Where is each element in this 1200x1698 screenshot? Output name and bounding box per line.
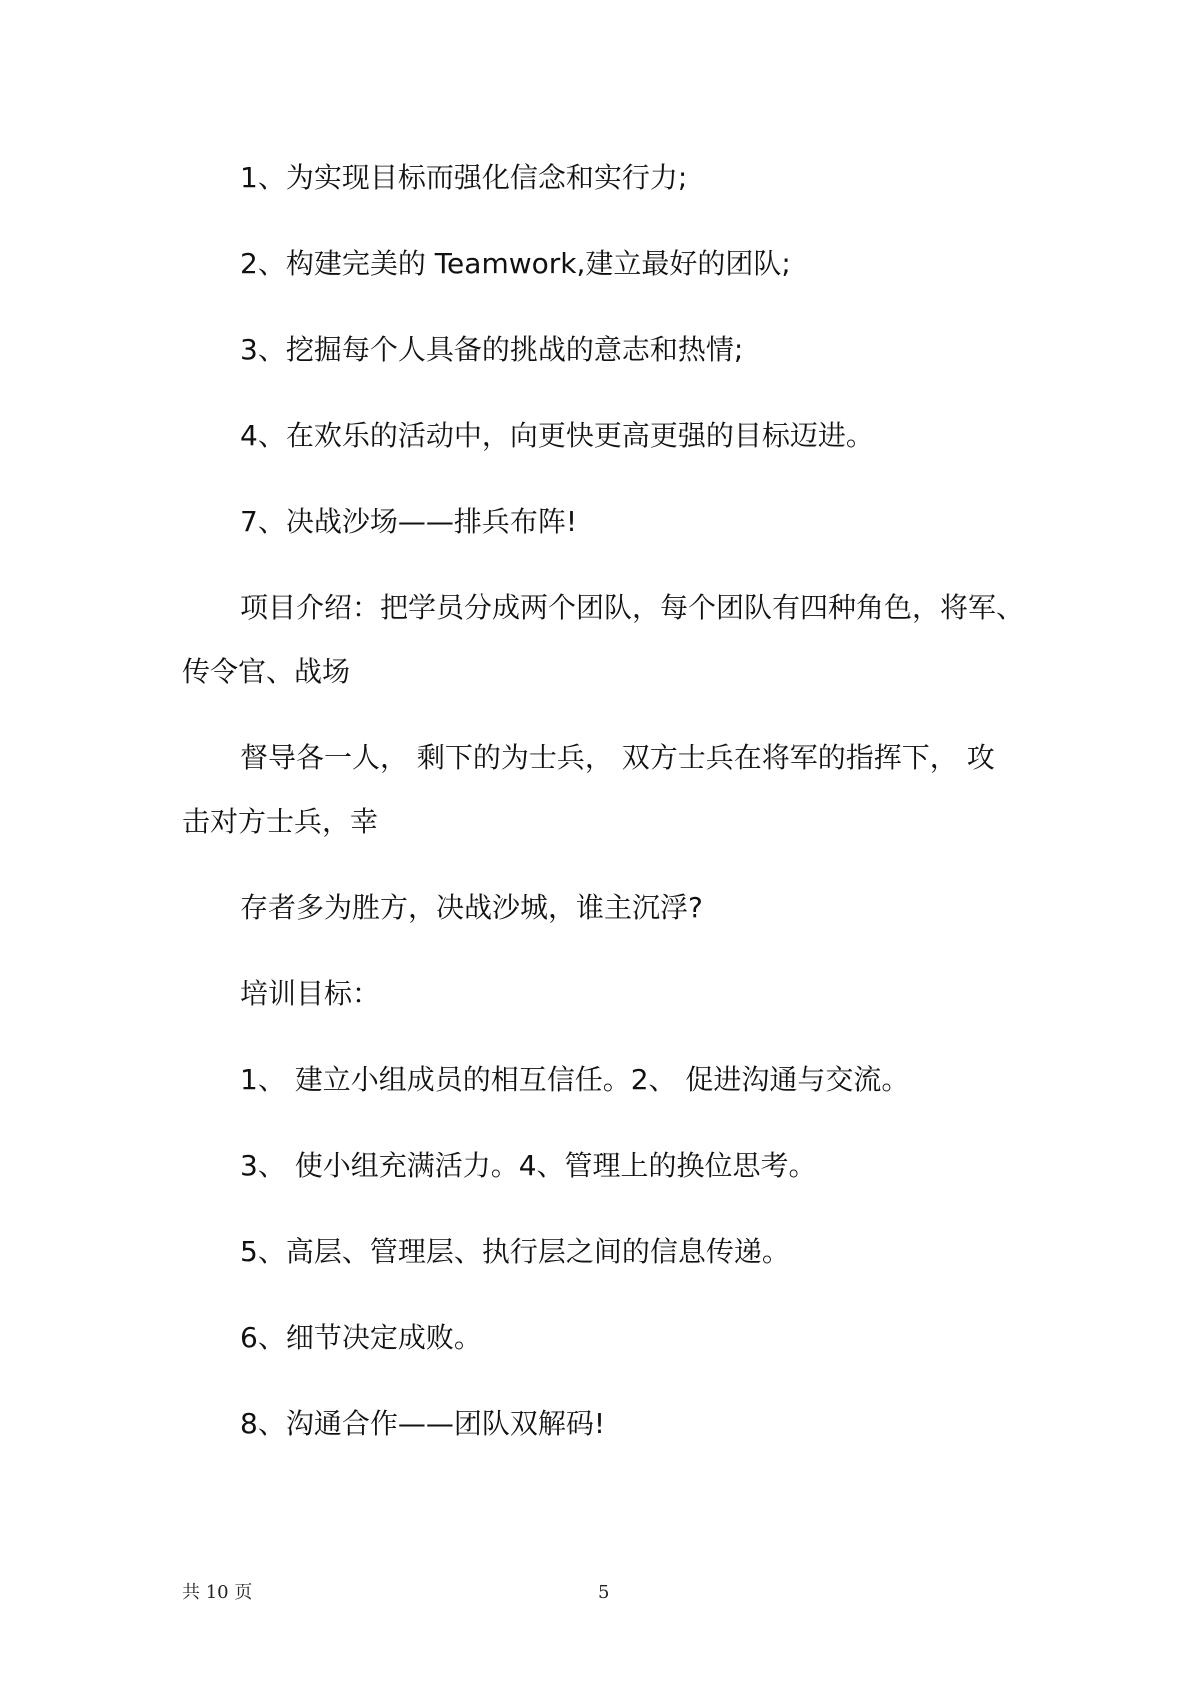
- page-total: 共 10 页: [182, 1582, 253, 1603]
- page-number: 5: [598, 1582, 610, 1603]
- list-item: 2、构建完美的 Teamwork,建立最好的团队;: [240, 247, 791, 280]
- goal-item: 3、 使小组充满活力。4、管理上的换位思考。: [240, 1149, 817, 1182]
- goal-item: 5、高层、管理层、执行层之间的信息传递。: [240, 1235, 790, 1268]
- paragraph-line: 传令官、战场: [182, 655, 351, 688]
- paragraph-line: 存者多为胜方，决战沙城，谁主沉浮?: [240, 891, 703, 924]
- paragraph-line: 项目介绍：把学员分成两个团队，每个团队有四种角色，将军、: [240, 591, 1025, 624]
- project-intro-paragraph: [182, 590, 1025, 690]
- goals-heading: 培训目标：: [240, 977, 381, 1010]
- list-item: 1、为实现目标而强化信念和实行力;: [240, 161, 688, 194]
- paragraph-line: 击对方士兵，幸: [182, 805, 379, 838]
- list-item: 4、在欢乐的活动中，向更快更高更强的目标迈进。: [240, 419, 874, 452]
- section-heading: 8、沟通合作——团队双解码!: [240, 1407, 606, 1440]
- section-heading: 7、决战沙场——排兵布阵!: [240, 505, 578, 538]
- goal-item: 6、细节决定成败。: [240, 1321, 482, 1354]
- supervisor-paragraph: [182, 740, 1022, 840]
- list-item: 3、挖掘每个人具备的挑战的意志和热情;: [240, 333, 744, 366]
- paragraph-line: 督导各一人， 剩下的为士兵， 双方士兵在将军的指挥下， 攻: [240, 741, 995, 774]
- goal-item: 1、 建立小组成员的相互信任。2、 促进沟通与交流。: [240, 1063, 910, 1096]
